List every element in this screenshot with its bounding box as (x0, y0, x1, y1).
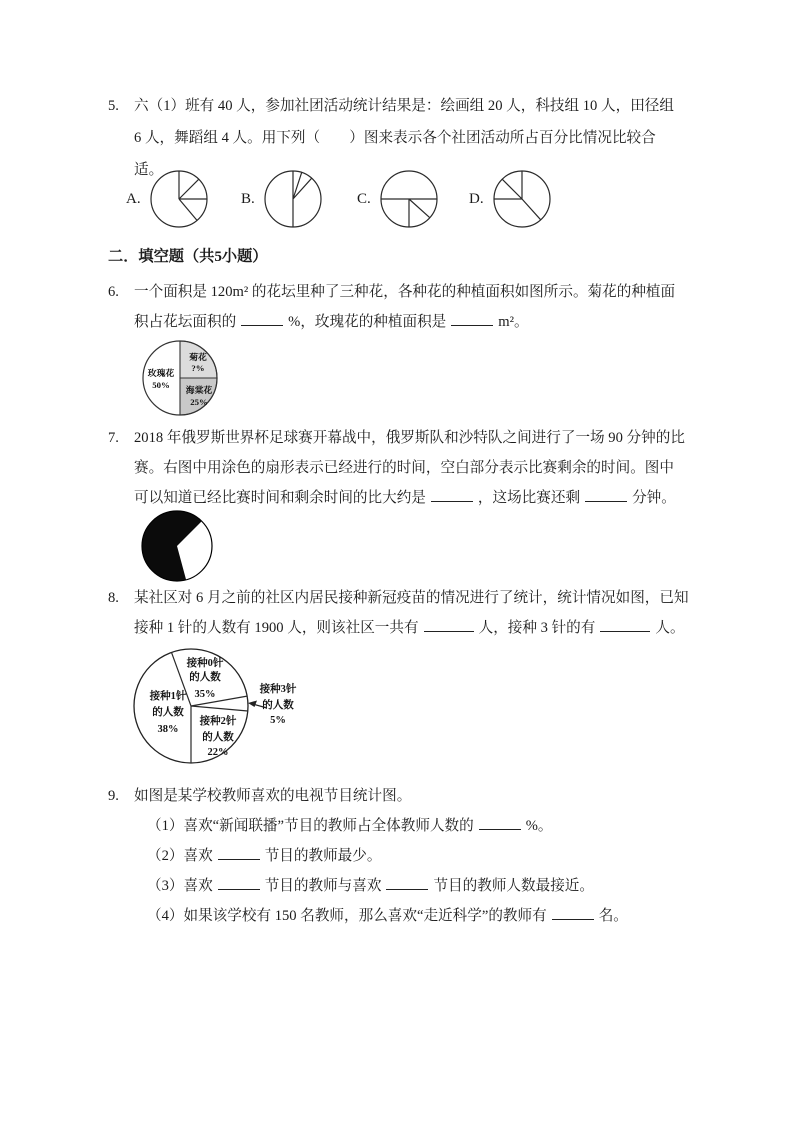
text-segment: 分钟。 (632, 490, 676, 506)
option-label: B. (241, 190, 255, 207)
sub-question-1 (108, 811, 708, 841)
answer-blank (218, 846, 260, 860)
option-a (126, 168, 210, 230)
answer-blank (386, 876, 428, 890)
question-9 (108, 781, 708, 931)
text-segment: %。 (525, 818, 553, 834)
chart-value: 25% (190, 397, 208, 407)
text-segment: （3）喜欢 (147, 878, 213, 894)
question-number: 5. (108, 98, 119, 114)
text-segment: （2）喜欢 (147, 848, 213, 864)
chart-label: 菊花 (189, 352, 207, 362)
text-segment: 名。 (598, 908, 628, 924)
answer-blank (552, 906, 594, 920)
answer-blank (479, 816, 521, 830)
answer-blank (424, 618, 474, 632)
answer-blank (600, 618, 650, 632)
chart-label: 的人数 (152, 707, 184, 718)
answer-blank (241, 312, 283, 326)
pie-option-b-chart (262, 168, 324, 230)
text-segment: 节目的教师人数最接近。 (433, 878, 594, 894)
chart-value: ?% (191, 363, 205, 373)
chart-value: 5% (270, 715, 286, 726)
pie-option-a-chart (148, 168, 210, 230)
answer-blank (431, 488, 473, 502)
option-label: A. (126, 190, 141, 207)
question-text: 六（1）班有 40 人，参加社团活动统计结果是：绘画组 20 人，科技组 10 人，田径组 6 人，舞蹈组 4 人。用下列（ ）图来表示各个社团活动所占百分比情况比较合适。 (134, 98, 674, 178)
pie-sector-lines (381, 199, 437, 227)
chart-label: 接种1针 (149, 691, 187, 702)
option-b (241, 168, 324, 230)
chart-value: 50% (152, 380, 170, 390)
option-label: D. (469, 190, 484, 207)
sub-question-4 (108, 901, 708, 931)
text-segment: 节目的教师最少。 (264, 848, 382, 864)
text-segment: 2018 年俄罗斯世界杯足球赛开幕战中，俄罗斯队和沙特队之间进行了一场 90 分钟的比赛。右图中用涂色的扇形表示已经进行的时间，空白部分表示比赛剩余的时间。图中可以知道已经比赛时间和剩余时间的比大约是 (134, 430, 685, 506)
text-segment: ，这场比赛还剩 (477, 490, 581, 506)
text-segment: 一个面积是 120m² 的花坛里种了三种花，各种花的种植面积如图所示。菊花的种植面积占花坛面积的 (134, 284, 676, 330)
callout-arrowhead (248, 701, 257, 708)
question-text (108, 277, 688, 337)
text-segment: 人，接种 3 针的有 (478, 620, 596, 636)
flower-pie-chart (140, 337, 245, 419)
question-title: 如图是某学校教师喜欢的电视节目统计图。 (134, 788, 412, 804)
chart-value: 35% (194, 689, 216, 700)
vaccination-pie-chart (126, 645, 336, 779)
chart-label: 的人数 (202, 732, 234, 743)
chart-label: 玫瑰花 (147, 368, 175, 378)
text-segment: 人。 (655, 620, 685, 636)
question-7 (108, 423, 688, 513)
pie-option-d-chart (491, 168, 553, 230)
section-header: 二．填空题（共5小题） (108, 248, 268, 265)
option-label: C. (357, 190, 371, 207)
question-text (108, 423, 688, 513)
answer-blank (218, 876, 260, 890)
question-text (108, 583, 693, 643)
pie-sector-lines (494, 171, 541, 220)
answer-blank (585, 488, 627, 502)
question-number: 9. (108, 788, 119, 804)
text-segment: 某社区对 6 月之前的社区内居民接种新冠疫苗的情况进行了统计，统计情况如图，已知接种 1 针的人数有 1900 人，则该社区一共有 (134, 590, 689, 636)
chart-label: 接种0针 (186, 658, 224, 669)
question-6 (108, 277, 688, 337)
chart-label: 接种3针 (259, 684, 297, 695)
text-segment: m²。 (498, 314, 529, 330)
question-number: 8. (108, 590, 119, 606)
question-number: 7. (108, 430, 119, 446)
chart-value: 22% (207, 747, 229, 758)
chart-label: 的人数 (262, 700, 294, 711)
pie-option-c-chart (378, 168, 440, 230)
chart-label: 接种2针 (199, 716, 237, 727)
chart-label: 的人数 (189, 672, 221, 683)
text-segment: （1）喜欢“新闻联播”节目的教师占全体教师人数的 (147, 818, 474, 834)
sub-question-3 (108, 871, 708, 901)
sub-question-2 (108, 841, 708, 871)
text-segment: （4）如果该学校有 150 名教师，那么喜欢“走近科学”的教师有 (147, 908, 547, 924)
question-number: 6. (108, 284, 119, 300)
text-segment: %，玫瑰花的种植面积是 (288, 314, 447, 330)
text-segment: 节目的教师与喜欢 (264, 878, 382, 894)
option-c (357, 168, 440, 230)
answer-blank (451, 312, 493, 326)
match-time-pie-chart (139, 506, 219, 586)
chart-value: 38% (157, 724, 179, 735)
question-8 (108, 583, 693, 643)
option-d (469, 168, 553, 230)
pie-sector-lines (293, 171, 312, 227)
chart-label: 海棠花 (185, 385, 213, 395)
